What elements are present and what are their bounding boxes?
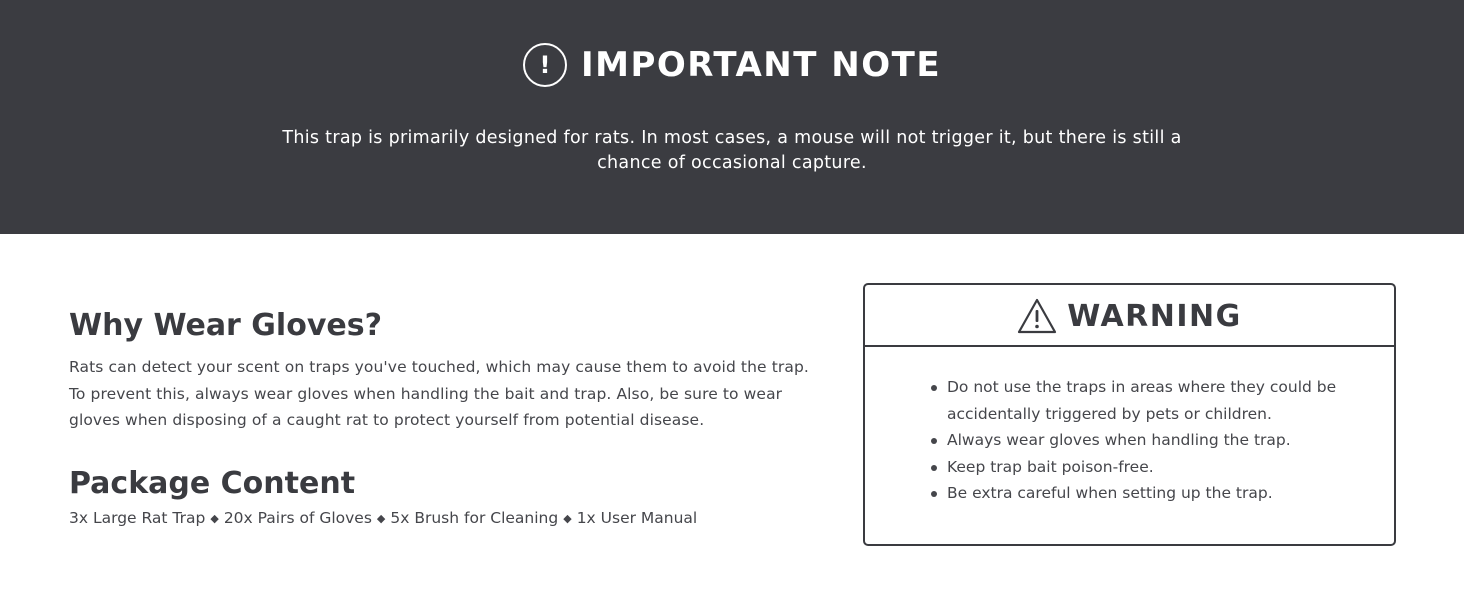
warning-title: WARNING xyxy=(1067,298,1242,334)
bullet-icon xyxy=(931,438,937,444)
exclamation-circle-icon: ! xyxy=(523,43,567,87)
gloves-section xyxy=(69,306,809,434)
banner-text: This trap is primarily designed for rats. In most cases, a mouse will not trigger it, but there is still a chance of occasional capture. xyxy=(282,128,1182,173)
list-item-text: Always wear gloves when handling the trap. xyxy=(947,431,1291,449)
list-item-text: Be extra careful when setting up the trap. xyxy=(947,484,1273,502)
important-note-banner xyxy=(0,0,1464,234)
warning-triangle-icon xyxy=(1017,298,1057,334)
gloves-heading: Why Wear Gloves? xyxy=(69,308,382,343)
list-item xyxy=(929,454,1349,481)
warning-list xyxy=(929,374,1349,507)
diamond-separator-icon: ◆ xyxy=(376,512,386,525)
warning-box xyxy=(863,283,1396,546)
package-item: 3x Large Rat Trap xyxy=(69,509,206,527)
diamond-separator-icon: ◆ xyxy=(210,512,219,525)
banner-title-row xyxy=(0,43,1464,87)
banner-title: IMPORTANT NOTE xyxy=(580,45,942,85)
package-item: 5x Brush for Cleaning xyxy=(390,509,559,527)
list-item xyxy=(929,427,1349,454)
bullet-icon xyxy=(931,491,937,497)
bullet-icon xyxy=(931,385,937,391)
warning-header xyxy=(865,285,1394,347)
package-item: 1x User Manual xyxy=(576,509,698,527)
gloves-text: Rats can detect your scent on traps you've touched, which may cause them to avoid the trap. To prevent this, always wear gloves when handling the bait and trap. Also, be sure to wear gloves when disposing of a caught rat to protect yourself from potential disease. xyxy=(69,358,809,429)
list-item xyxy=(929,374,1349,427)
bullet-icon xyxy=(931,465,937,471)
list-item xyxy=(929,480,1349,507)
list-item-text: Do not use the traps in areas where they could be accidentally triggered by pets or children. xyxy=(947,378,1337,423)
diamond-separator-icon: ◆ xyxy=(563,512,572,525)
package-heading: Package Content xyxy=(69,466,356,501)
package-items xyxy=(69,509,697,527)
list-item-text: Keep trap bait poison-free. xyxy=(947,457,1154,476)
package-item: 20x Pairs of Gloves xyxy=(223,509,372,527)
